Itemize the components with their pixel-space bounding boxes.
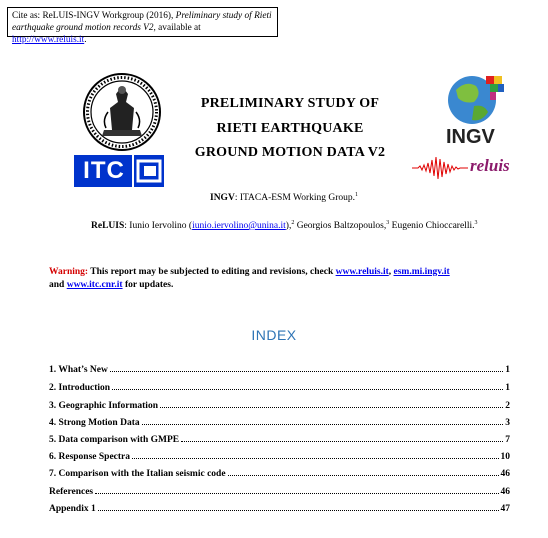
reluis-link[interactable]: www.reluis.it [335,267,389,277]
toc-dots [181,441,503,442]
toc-dots [110,371,503,372]
ingv-working-group-line [210,192,358,203]
toc-page: 46 [500,469,510,479]
ingv-label: INGV [210,193,235,204]
warning-sep: , [388,267,394,277]
citation-box [7,7,278,45]
toc-dots [228,475,499,476]
toc-entry[interactable] [49,398,510,411]
toc-page: 7 [505,435,510,445]
warning-text-3: for updates. [122,280,174,290]
itc-logo-text: ITC [83,157,125,184]
toc-entry[interactable] [49,484,510,497]
citation-suffix: , available at [153,23,201,33]
reluis-label: ReLUIS [91,221,125,232]
toc-entry[interactable] [49,449,510,462]
toc-dots [142,424,504,425]
toc-label: 1. What’s New [49,365,108,375]
reluis-logo-text: reluis [470,156,510,175]
author-1: : Iunio Iervolino ( [124,221,193,232]
toc-label: Appendix 1 [49,504,96,514]
citation-link[interactable]: http://www.reluis.it [12,35,85,45]
citation-end: . [84,35,87,45]
toc-entry[interactable] [49,501,510,514]
citation-title: Preliminary study of Rieti earthquake ground motion records V2 [12,11,272,33]
toc-entry[interactable] [49,415,510,428]
title-line-3: GROUND MOTION DATA V2 [194,145,386,160]
reluis-authors-line [91,220,477,231]
ingv-sup: 1 [355,192,359,198]
toc-label: 2. Introduction [49,383,111,393]
toc-label: 3. Geographic Information [49,401,158,411]
warning-text-1: This report may be subjected to editing and revisions, check [88,267,336,277]
itc-link[interactable]: www.itc.cnr.it [66,280,123,290]
index-heading: INDEX [251,327,297,343]
ingv-logo-text: INGV [446,126,495,148]
toc-label: References [49,487,94,497]
citation-prefix: Cite as: ReLUIS-INGV Workgroup (2016), [12,11,176,21]
itc-logo [74,155,164,187]
toc-page: 47 [500,504,510,514]
author-2: Georgios Baltzopoulos, [294,221,387,232]
warning-label: Warning: [49,267,89,277]
toc-page: 10 [500,452,510,462]
title-line-2: RIETI EARTHQUAKE [216,121,364,136]
author-1-sup: 2 [291,220,295,226]
toc-dots [112,389,503,390]
toc-page: 3 [505,418,510,428]
reluis-logo [412,153,542,183]
warning-note [49,266,519,292]
title-line-1: PRELIMINARY STUDY OF [200,96,380,111]
author-1-end: ), [285,221,292,232]
toc-label: 4. Strong Motion Data [49,418,140,428]
author-2-sup: 3 [386,220,390,226]
toc-page: 1 [505,383,510,393]
toc-page: 1 [505,365,510,375]
toc-page: 2 [505,401,510,411]
university-seal-logo [82,72,162,152]
toc-dots [132,458,498,459]
toc-label: 6. Response Spectra [49,452,131,462]
toc-entry[interactable] [49,466,510,479]
toc-dots [98,510,499,511]
author-3-sup: 3 [474,220,478,226]
warning-text-2: and [49,280,67,290]
author-3: Eugenio Chioccarelli. [389,221,475,232]
toc-entry[interactable] [49,362,510,375]
esm-link[interactable]: esm.mi.ingv.it [393,267,450,277]
toc-dots [160,407,503,408]
ingv-text: : ITACA-ESM Working Group. [234,193,356,204]
toc-label: 7. Comparison with the Italian seismic code [49,469,226,479]
toc-entry[interactable] [49,380,510,393]
toc-dots [95,493,498,494]
author-email-link[interactable]: iunio.iervolino@unina.it [192,221,286,232]
toc-entry[interactable] [49,432,510,445]
toc-label: 5. Data comparison with GMPE [49,435,180,445]
toc-page: 46 [500,487,510,497]
ingv-globe-logo [446,70,506,128]
